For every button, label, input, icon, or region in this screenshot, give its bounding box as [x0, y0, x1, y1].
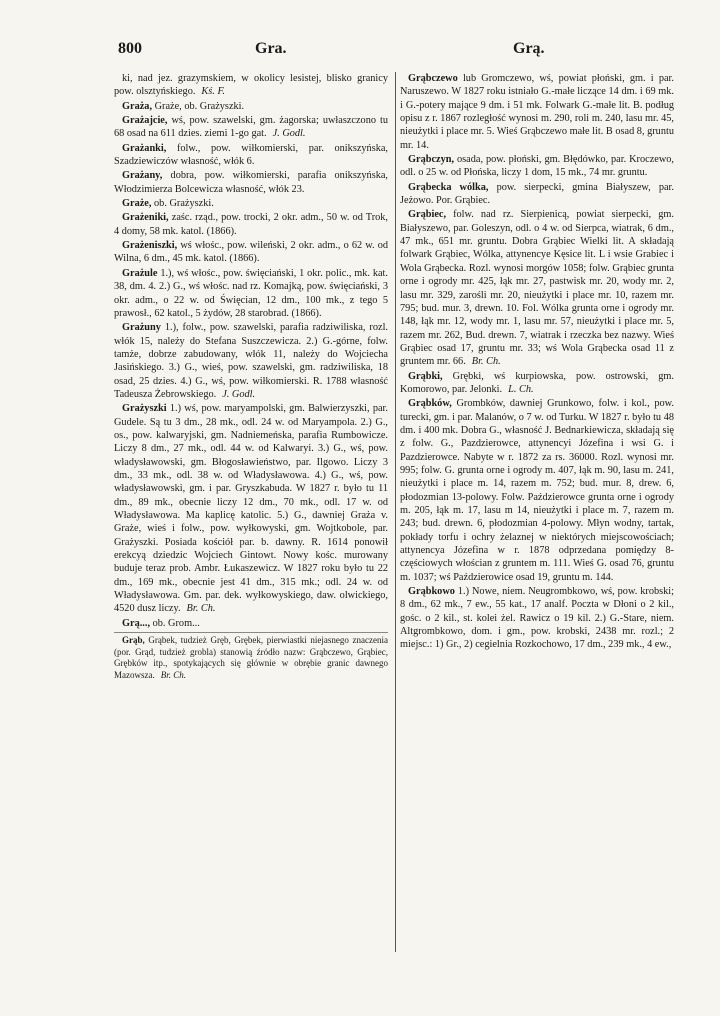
entry-signature: J. Godl. — [222, 388, 256, 400]
dictionary-entry — [400, 370, 674, 397]
entry-headword: Grąbiec, — [408, 209, 447, 221]
entry-text: 1.) Nowe, niem. Neugrombkowo, wś, pow. krobski; 8 dm., 62 mk., 7 ew., 55 kat., 17 analf. Poczta w Dłoni o 2 kil., gośc. o 2 kil., st. kolei żel. Rawicz o 19 kil. 2.) G.-Stare, niem. Altgrombkowo, dom. i gm., pow. krobski, 2438 mr. rozl.; 2 miejsc.: 1) Gr., 2) cegielnia Rozkochowo, 17 dm., 239 mk., 4 ew., — [400, 586, 675, 651]
column-divider — [395, 72, 396, 952]
entry-text: folw., pow. wiłkomierski, par. onikszyńska, Szadziewiczów własność, włók 6. — [114, 142, 388, 168]
entry-headword: Grąbków, — [408, 398, 452, 410]
entry-text: ki, nad jez. grazymskiem, w okolicy lesistej, blisko granicy pow. olsztyńskiego. — [114, 73, 388, 98]
dictionary-entry — [114, 100, 388, 113]
entry-signature: Br. Ch. — [471, 356, 501, 368]
entry-text: folw. nad rz. Sierpienicą, powiat sierpecki, gm. Białyszewo, par. Goleszyn, odl. o 4 w. od Sierpca, wiatrak, 6 dm., 47 mk., 651 mr. gruntu. Dobra Grąbiec Wielki lit. A składają folwark Grąbiec, Wólka, attynencye Kęsice lit. L i wsie Grabiec i Wola Grąbecka. Rozl. wynosi morgów 1058; folw. Grąbiec grunta orne i ogrody mr. 425, łąk mr. 27, pastwisk mr. 20, wody mr. 2, lasu mr. 329, zarośli mr. 20, nieużytki i place mr. 10, razem mr. 795; bud. mur. 3, drewn. 10. Fol. Wólka grunta orne i ogrody mr. 148, łąk mr. 12, wody mr. 1, lasu mr. 57, nieużytki i place mr. 5, razem mr. 262, Bud. drewn. 7, wiatrak i rzeczka bez nazwy. Wieś Grąbiec osad 17, gruntu mr. 33; wś Wola Grąbecka osad 11 z gruntem mr. 66. — [400, 209, 674, 368]
dictionary-entry — [400, 397, 674, 584]
running-header — [118, 40, 678, 62]
left-column — [114, 72, 388, 682]
entry-signature: J. Godl. — [272, 128, 306, 140]
entry-text: wś włośc., pow. wileński, 2 okr. adm., o 62 w. od Wilna, 6 dm., 45 mk. katol. (1866). — [114, 240, 388, 265]
entry-headword: Grażeniki, — [122, 212, 169, 224]
right-running-head: Grą. — [513, 40, 545, 57]
dictionary-entry — [114, 632, 388, 681]
entry-headword: Grażanki, — [122, 142, 167, 154]
entry-text: ob. Grażyszki. — [154, 198, 214, 210]
entry-text: Grębki, wś kurpiowska, pow. ostrowski, gm. Komorowo, par. Jelonki. — [400, 370, 675, 395]
entry-headword: Grąbczyn, — [408, 154, 455, 166]
dictionary-entry — [114, 617, 388, 630]
dictionary-entry — [114, 211, 388, 238]
dictionary-entry — [400, 181, 674, 208]
left-running-head: Gra. — [255, 40, 287, 57]
entry-text: zaśc. rząd., pow. trocki, 2 okr. adm., 50 w. od Trok, 4 domy, 58 mk. katol. (1866). — [114, 212, 388, 237]
page-number: 800 — [118, 40, 142, 57]
dictionary-entry — [400, 72, 674, 152]
entry-headword: Grąbecka wólka, — [408, 181, 489, 193]
entry-headword: Grąbkowo — [408, 586, 455, 598]
dictionary-entry — [114, 321, 388, 401]
dictionary-entry — [400, 208, 674, 368]
entry-headword: Grażeniszki, — [122, 240, 178, 252]
entry-text: 1.), folw., pow. szawelski, parafia radziwiliska, rozl. włók 15, należy do Stefana Suszczewicza. 2.) G.-górne, folw. tamże, dobrze zabudowany, włók 11, należy do Wojciecha Jasińskiego. 3.) G., wieś, pow. szawelski, gm. radziwiliska, 18 osad, 25 dzies. 4.) G., wś, pow. wiłkomierski. R. 1788 własność Tadeusza Żebrowskiego. — [114, 322, 389, 400]
dictionary-entry — [114, 169, 388, 196]
entry-text: dobra, pow. wiłkomierski, parafia onikszyńska, Włodzimierza Bolcewicza własność, włók 23. — [114, 170, 388, 195]
entry-text: ob. Grom... — [152, 617, 200, 629]
dictionary-entry — [114, 114, 388, 141]
entry-headword: Grażajcie, — [122, 115, 168, 127]
dictionary-entry — [114, 239, 388, 266]
entry-headword: Grąbczewo — [408, 73, 458, 84]
entry-text: osada, pow. płoński, gm. Błędówko, par. Kroczewo, odl. o 25 w. od Płońska, liczy 1 dom, 15 mk., 74 mr. gruntu. — [400, 154, 675, 179]
entry-text: lub Gromczewo, wś, powiat płoński, gm. i par. Naruszewo. W 1827 roku istniało G.-małe liczące 14 dm. i 69 mk. i G.-potery mające 9 dm. i 51 mk. Folwark G.-małe lit. B. podług opisu z r. 1867 rozległość wynosi m. 290, roli m. 240, lasu mr. 45, nieużytki i place mr. 5. Wieś Grąbczewo małe lit. B osad 8, gruntu mr. 14. — [400, 73, 674, 151]
entry-headword: Grąb, — [122, 635, 145, 646]
right-column — [400, 72, 674, 653]
entry-signature: Br. Ch. — [186, 603, 216, 615]
entry-text: 1.), wś włośc., pow. święciański, 1 okr. polic., mk. kat. 38, dm. 4. 2.) G., wś włośc. nad rz. Komajką, pow. święciański, 3 okr. adm., o 22 w. od Święcian, 12 dm., 100 mk., z tego 5 prawosł., 62 katol., 5 żydów, 28 starobrad. (1866). — [114, 267, 388, 319]
entry-text: Grombków, dawniej Grunkowo, folw. i kol., pow. turecki, gm. i par. Malanów, o 7 w. od Turku. W 1827 r. było tu 48 dm. i 400 mk. Dobra G., własność J. Bednarkiewicza, składają się z folw. G., Pazdzierowce, attynencyi Józefina i wsi G. i Pazdzierowce. Nabyte w r. 1872 za rs. 36000. Rozl. wynosi mr. 995; folw. G. grunta orne i ogrody m. 407, łąk m. 90, lasu m. 241, nieużytki i place m. 14, razem m. 752; bud. mur. 8, drew. 6, płodozmian 13-polowy. Folw. Paździerowce grunta orne i ogrody m. 205, łąk m. 17, lasu m 14, nieużytki i place m. 7, razem m. 243; bud. drewn. 6, płodozmian 4-polowy. Młyn wodny, tartak, pokłady torfu i ochry żelaznej w niektórych miejscowościach; attynencya Józefina w r. 1878 odprzedana pomiędzy 8-częściowych włościan z gruntem m. 111. Wieś G. osad 76, gruntu m. 1037; wś Paździerowice osad 19, gruntu m. 144. — [400, 398, 675, 583]
dictionary-entry — [114, 197, 388, 210]
dictionary-entry — [400, 585, 674, 652]
dictionary-entry — [114, 142, 388, 169]
entry-text: Grąbek, tudzież Gręb, Grębek, pierwiastki niejasnego znaczenia (por. Grąd, tudzież grobla) stanowią źródło nazw: Grąbczewo, Grąbiec, Grębków itp., spotykających się głównie w obrębie granic dawnego Mazowsza. — [114, 635, 388, 680]
entry-headword: Grą..., — [122, 617, 151, 629]
dictionary-entry — [114, 267, 388, 320]
entry-headword: Grażany, — [122, 170, 163, 182]
entry-headword: Grąbki, — [408, 370, 443, 382]
entry-signature: Kś. F. — [201, 86, 225, 98]
dictionary-entry — [114, 72, 388, 99]
dictionary-entry — [114, 402, 388, 616]
entry-signature: L. Ch. — [508, 383, 534, 395]
entry-headword: Graża, — [122, 100, 153, 112]
entry-headword: Grażule — [122, 267, 158, 279]
dictionary-entry — [400, 153, 674, 180]
entry-text: Graże, ob. Grażyszki. — [154, 100, 245, 112]
entry-text: wś, pow. szawelski, gm. żagorska; uwłaszczono tu 68 osad na 611 dzies. ziemi 1-go gat. — [114, 115, 388, 140]
entry-headword: Grażuny — [122, 322, 161, 334]
entry-headword: Grażyszki — [122, 403, 167, 415]
entry-text: 1.) wś, pow. maryampolski, gm. Balwierzyszki, par. Gudele. Są tu 3 dm., 28 mk., odl. 24 w. od Maryampola. 2.) G., os., pow. kalwaryjski, gm. Nadniemeńska, parafia Rumbowicze. Liczy 8 dm., 27 mk., odl. 44 w. od Kalwaryi. 3.) G., wś, pow. władysławowski, gm. Błogosławieństwo, par. Ilgowo. Liczy 3 dm., 33 mk., odl. 38 w. od Władysławowa. 4.) G., wś, pow. władysławowski, gm. i par. Gryszkabuda. W 1827 r. było tu 11 dm., 89 mk., obecnie liczy 12 dm., 70 mk., odl. 17 w. od Władysławowa. Ma kaplicę katolic. 5.) G., dawniej Graża v. Graże, wieś i folw., pow. wyłkowyski, gm. Wojtkobole, par. Grażyszki. Posiada kościół par. b. dawny. R. 1614 ponowił erekcyą dziedzic Wojciech Gintowt. Nowy kośc. murowany buduje teraz prob. Ambr. Łukaszewicz. W 1827 roku było tu 22 dm., 169 mk., obecnie jest 41 dm., 315 mk.; odl. 24 w. od Władysławowa. Gm. par. dek. wyłkowyskiego, daw. olwickiego, 4520 dusz liczy. — [114, 403, 388, 615]
entry-text: pow. sierpecki, gmina Białyszew, par. Jeżowo. Por. Grąbiec. — [400, 181, 674, 207]
entry-headword: Graże, — [122, 198, 152, 210]
entry-signature: Br. Ch. — [160, 669, 186, 680]
